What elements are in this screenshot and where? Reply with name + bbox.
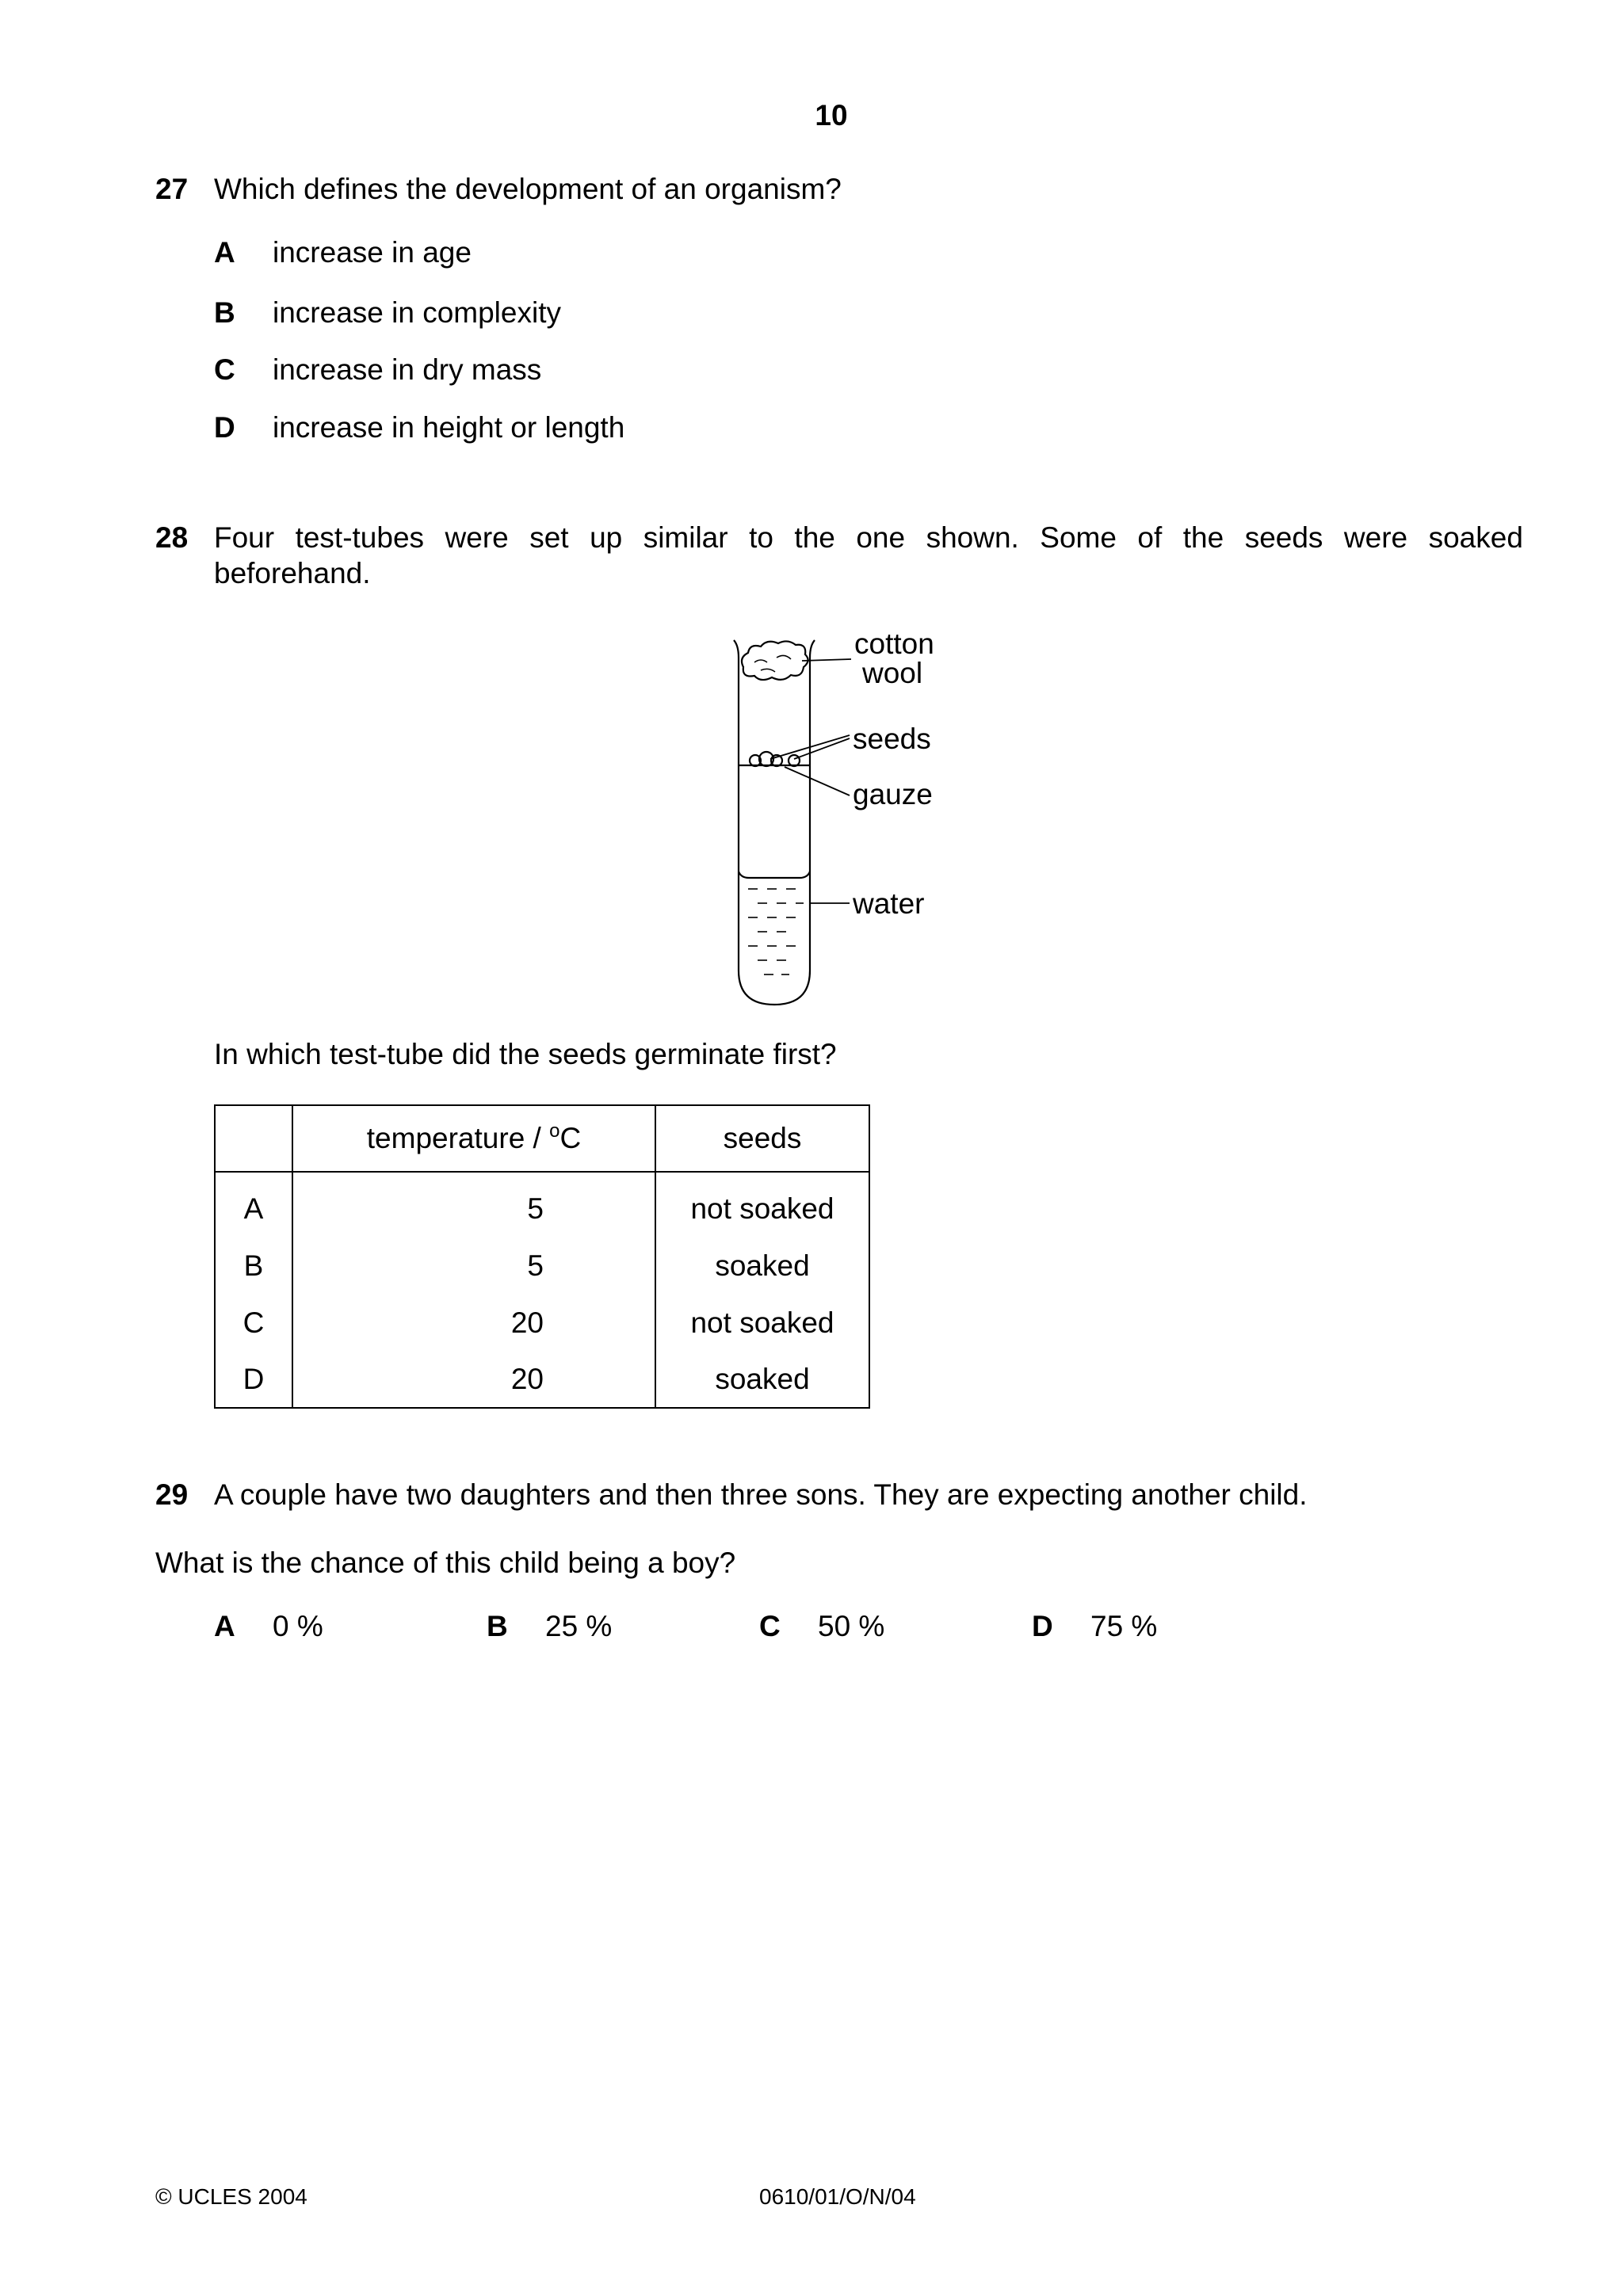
stem-word: seeds <box>1244 521 1323 554</box>
stem-word: of <box>1137 521 1163 554</box>
page-number: 10 <box>815 99 848 132</box>
water-dashes <box>748 889 804 974</box>
stem-word: set <box>529 521 569 554</box>
stem-word: similar <box>643 521 728 554</box>
row-letter: A <box>215 1172 292 1238</box>
row-letter: D <box>215 1352 292 1408</box>
label-wool: wool <box>862 657 923 689</box>
row-seeds: soaked <box>655 1352 869 1408</box>
results-table <box>214 1104 870 1409</box>
question-29-stem: A couple have two daughters and then three sons. They are expecting another child. <box>214 1478 1308 1511</box>
q29-option-a-letter: A <box>214 1610 235 1642</box>
row-seeds: soaked <box>655 1238 869 1295</box>
table-header-seeds: seeds <box>655 1105 869 1172</box>
header-temp-text: temperature / <box>366 1122 550 1154</box>
question-28-number: 28 <box>155 521 189 554</box>
question-27-number: 27 <box>155 173 189 205</box>
q29-option-a-text: 0 % <box>273 1610 323 1642</box>
table-header-temperature <box>292 1105 655 1172</box>
stem-word: Some <box>1040 521 1117 554</box>
q27-option-c-text: increase in dry mass <box>273 353 542 386</box>
table-row <box>215 1172 869 1238</box>
q29-option-c-text: 50 % <box>818 1610 885 1642</box>
row-letter: B <box>215 1238 292 1295</box>
degree-sup: o <box>549 1120 560 1142</box>
stem-word: were <box>445 521 509 554</box>
question-28-stem-line1 <box>214 521 1523 555</box>
row-seeds: not soaked <box>655 1295 869 1352</box>
stem-word: the <box>794 521 835 554</box>
question-28-stem-line2: beforehand. <box>214 557 371 589</box>
row-temperature: 20 <box>292 1352 655 1408</box>
question-27-stem: Which defines the development of an organism? <box>214 173 842 205</box>
table-header-row <box>215 1105 869 1172</box>
q27-option-b-text: increase in complexity <box>273 296 561 329</box>
stem-word: up <box>590 521 623 554</box>
stem-word: one <box>856 521 906 554</box>
q27-option-d-text: increase in height or length <box>273 411 625 444</box>
row-temperature: 5 <box>292 1238 655 1295</box>
stem-word: test-tubes <box>295 521 425 554</box>
q29-option-b-letter: B <box>487 1610 508 1642</box>
stem-word: shown. <box>926 521 1019 554</box>
q29-option-b-text: 25 % <box>545 1610 613 1642</box>
table-row <box>215 1295 869 1352</box>
stem-word: the <box>1182 521 1224 554</box>
water-surface <box>739 871 810 878</box>
cotton-wool-shape <box>742 641 808 680</box>
table-header-blank <box>215 1105 292 1172</box>
test-tube-outline <box>734 640 815 1005</box>
question-29-prompt: What is the chance of this child being a boy? <box>155 1547 736 1579</box>
stem-word: Four <box>214 521 275 554</box>
table-row <box>215 1352 869 1408</box>
row-letter: C <box>215 1295 292 1352</box>
question-28-prompt: In which test-tube did the seeds germinate first? <box>214 1038 837 1070</box>
q27-option-a-text: increase in age <box>273 236 472 269</box>
stem-word: to <box>749 521 773 554</box>
label-water: water <box>853 887 925 920</box>
footer-paper-code: 0610/01/O/N/04 <box>759 2184 916 2209</box>
q27-option-b-letter: B <box>214 296 235 329</box>
row-temperature: 20 <box>292 1295 655 1352</box>
row-seeds: not soaked <box>655 1172 869 1238</box>
q27-option-c-letter: C <box>214 353 235 386</box>
table-row <box>215 1238 869 1295</box>
footer-copyright: © UCLES 2004 <box>155 2184 307 2209</box>
row-temperature: 5 <box>292 1172 655 1238</box>
q29-option-d-letter: D <box>1032 1610 1053 1642</box>
label-cotton: cotton <box>854 627 934 660</box>
header-temp-unit: C <box>559 1122 582 1154</box>
label-gauze: gauze <box>853 778 933 810</box>
leader-gauze <box>785 767 850 795</box>
stem-word: were <box>1343 521 1408 554</box>
q29-option-c-letter: C <box>759 1610 781 1642</box>
stem-word: soaked <box>1428 521 1523 554</box>
label-seeds: seeds <box>853 723 931 755</box>
q27-option-d-letter: D <box>214 411 235 444</box>
q27-option-a-letter: A <box>214 236 235 269</box>
question-29-number: 29 <box>155 1478 189 1511</box>
q29-option-d-text: 75 % <box>1090 1610 1158 1642</box>
